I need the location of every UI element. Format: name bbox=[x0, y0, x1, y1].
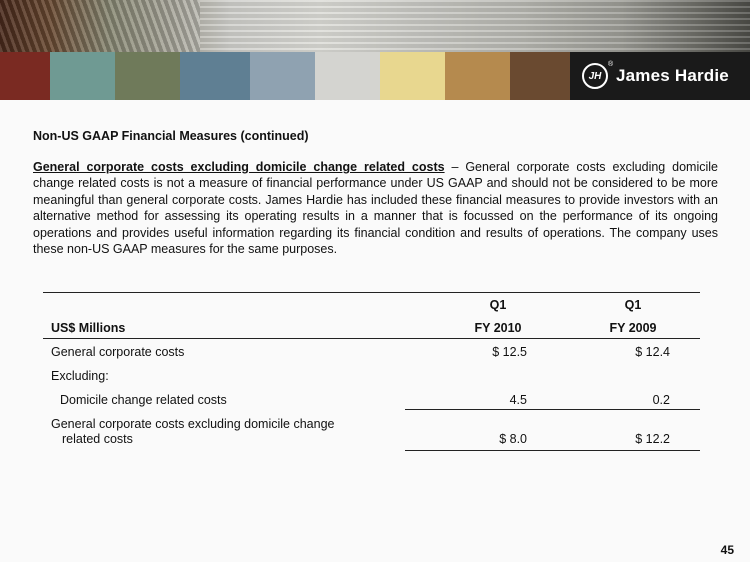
siding-texture bbox=[200, 0, 750, 52]
swatch-1 bbox=[0, 52, 50, 100]
row-value-fy2009: $ 12.2 bbox=[635, 432, 670, 446]
registered-mark: ® bbox=[608, 61, 614, 68]
definition-term: General corporate costs excluding domicile change related costs bbox=[33, 160, 445, 174]
logo-mark-icon: JH bbox=[582, 63, 608, 89]
house-photo bbox=[0, 0, 750, 52]
col1-header-quarter: Q1 bbox=[489, 298, 507, 312]
subtotal-rule bbox=[405, 409, 700, 410]
total-rule bbox=[405, 450, 700, 451]
page-number: 45 bbox=[720, 543, 734, 557]
swatch-6 bbox=[315, 52, 380, 100]
col2-header-quarter: Q1 bbox=[624, 298, 642, 312]
foliage-texture bbox=[0, 0, 200, 52]
definition-text: – General corporate costs excluding domicile change related costs is not a measure of financial performance under US GAAP and should not be considered to be more meaningful than general corporate costs. James Hardie has included these financial measures to provide investors with an alternative method for assessing its operating results in a manner that is focussed on the performance of its ongoing operations and provides useful information regarding its financial condition and results of operations. The company uses these non-US GAAP measures for the same purposes. bbox=[33, 160, 719, 257]
row-value-fy2009: $ 12.4 bbox=[635, 345, 670, 359]
swatch-2 bbox=[50, 52, 115, 100]
unit-label: US$ Millions bbox=[51, 321, 126, 335]
definition-paragraph bbox=[33, 159, 718, 257]
row-label: General corporate costs excluding domicile change bbox=[51, 417, 335, 431]
logo-wordmark: James Hardie bbox=[616, 66, 729, 85]
row-label-continued: related costs bbox=[62, 432, 133, 446]
col2-header-year: FY 2009 bbox=[609, 321, 657, 335]
swatch-5 bbox=[250, 52, 315, 100]
header-bottom-rule bbox=[43, 338, 700, 339]
row-value-fy2010: $ 8.0 bbox=[499, 432, 527, 446]
row-label: General corporate costs bbox=[51, 345, 185, 359]
swatch-4 bbox=[180, 52, 250, 100]
row-label: Domicile change related costs bbox=[60, 393, 227, 407]
table-top-rule bbox=[43, 292, 700, 293]
swatch-9 bbox=[510, 52, 570, 100]
row-value-fy2009: 0.2 bbox=[652, 393, 670, 407]
swatch-3 bbox=[115, 52, 180, 100]
james-hardie-logo bbox=[570, 52, 750, 100]
header-banner bbox=[0, 0, 750, 100]
row-value-fy2010: 4.5 bbox=[509, 393, 527, 407]
col1-header-year: FY 2010 bbox=[474, 321, 522, 335]
section-heading: Non-US GAAP Financial Measures (continued) bbox=[33, 129, 309, 143]
row-label: Excluding: bbox=[51, 369, 109, 383]
swatch-8 bbox=[445, 52, 510, 100]
row-value-fy2010: $ 12.5 bbox=[492, 345, 527, 359]
swatch-7 bbox=[380, 52, 445, 100]
